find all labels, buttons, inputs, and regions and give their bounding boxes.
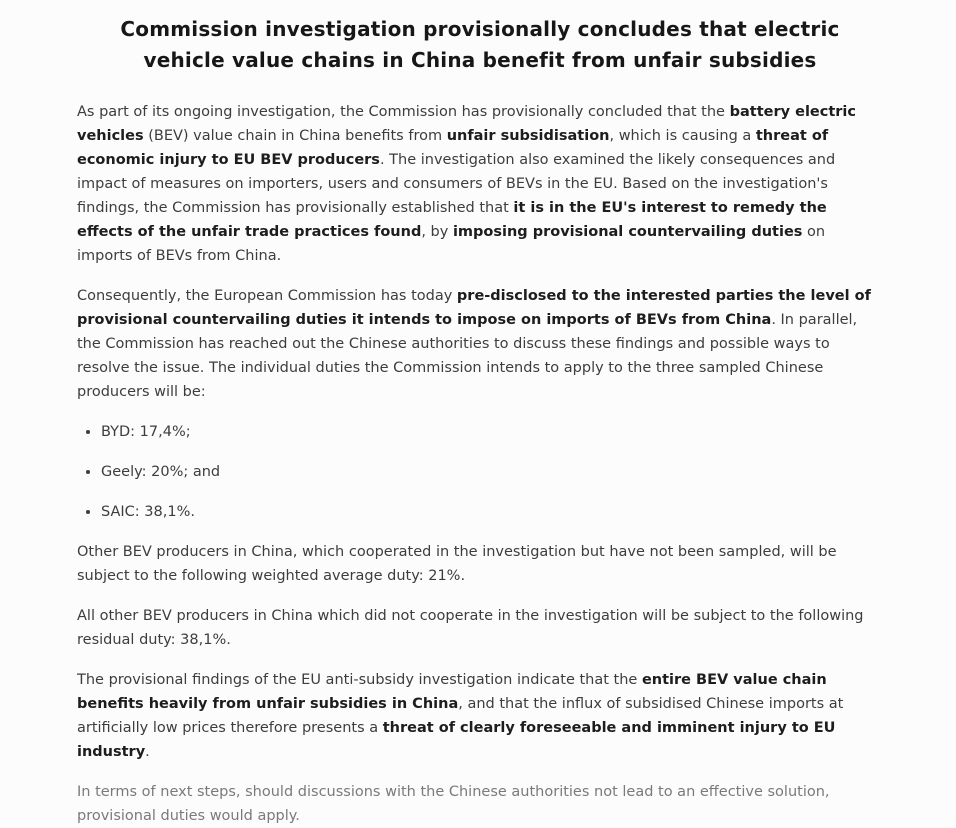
article-body <box>77 100 883 824</box>
title-line: Commission investigation provisionally concludes that electric <box>120 17 840 41</box>
title-line: vehicle value chains in China benefit from unfair subsidies <box>143 48 817 72</box>
paragraph: Consequently, the European Commission has today pre-disclosed to the interested parties the level of provisional countervailing duties it intends to impose on imports of BEVs from China. In parallel, the Commission has reached out the Chinese authorities to discuss these findings and possible ways to resolve the issue. The individual duties the Commission intends to apply to the three sampled Chinese producers will be: <box>77 288 871 400</box>
paragraph: The provisional findings of the EU anti-subsidy investigation indicate that the entire BEV value chain benefits heavily from unfair subsidies in China, and that the influx of subsidised Chinese imports at artificially low prices therefore presents a threat of clearly foreseeable and imminent injury to EU industry. <box>77 672 844 760</box>
list-item: • SAIC: 38,1%. <box>101 500 883 524</box>
list-item: • Geely: 20%; and <box>101 460 883 484</box>
bullet-list <box>77 420 883 524</box>
paragraph: As part of its ongoing investigation, the Commission has provisionally concluded that the battery electric vehicles (BEV) value chain in China benefits from unfair subsidisation, which is causing a threat of economic injury to EU BEV producers. The investigation also examined the likely consequences and impact of measures on importers, users and consumers of BEVs in the EU. Based on the investigation's findings, the Commission has provisionally established that it is in the EU's interest to remedy the effects of the unfair trade practices found, by imposing provisional countervailing duties on imports of BEVs from China. <box>77 104 856 264</box>
paragraph: All other BEV producers in China which did not cooperate in the investigation will be subject to the following residual duty: 38,1%. <box>77 608 864 648</box>
list-item: • BYD: 17,4%; <box>101 420 883 444</box>
paragraph: Other BEV producers in China, which cooperated in the investigation but have not been sampled, will be subject to the following weighted average duty: 21%. <box>77 544 837 584</box>
clipped-paragraph: In terms of next steps, should discussions with the Chinese authorities not lead to an effective solution, provisional duties would apply. <box>77 784 830 824</box>
article-title <box>77 14 883 76</box>
